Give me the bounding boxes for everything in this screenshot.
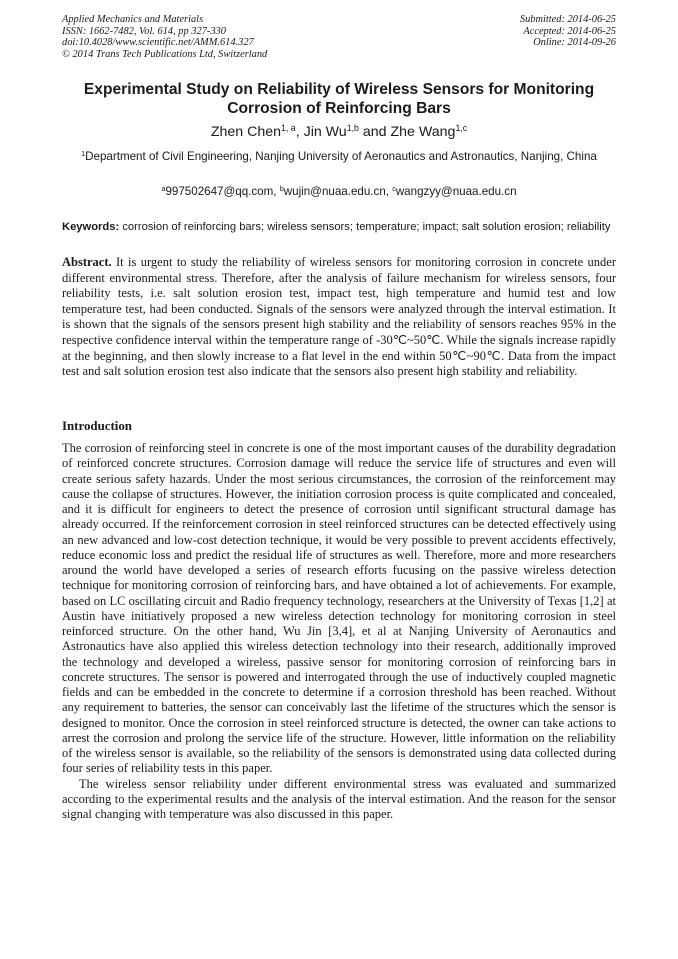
author (211, 124, 304, 140)
header-right (520, 14, 616, 49)
affiliation (62, 149, 616, 164)
author-name: Jin Wu (303, 124, 347, 140)
journal-doi: doi:10.4028/www.scientific.net/AMM.614.327 (62, 37, 254, 49)
header-left (62, 14, 267, 60)
introduction-body (62, 441, 616, 822)
keywords-text: corrosion of reinforcing bars; wireless sensors; temperature; impact; salt solution erosion; reliability (122, 221, 611, 233)
email-sup: c (392, 184, 396, 194)
author-separator: , (295, 124, 304, 140)
affiliation-sup: 1 (81, 149, 86, 159)
email-separator: , (385, 185, 393, 198)
author-name: Zhe Wang (390, 124, 456, 140)
email-address[interactable]: wangzyy@nuaa.edu.cn (395, 185, 517, 198)
keywords-block (62, 220, 616, 235)
author-name: Zhen Chen (210, 124, 282, 140)
online-date: Online: 2014-09-26 (533, 37, 616, 49)
author-sup: 1,b (346, 123, 359, 134)
author-list (62, 124, 616, 141)
journal-name: Applied Mechanics and Materials (62, 14, 204, 25)
author (304, 124, 391, 140)
section-heading-introduction: Introduction (62, 419, 132, 433)
journal-copyright: © 2014 Trans Tech Publications Ltd, Switzerland (62, 48, 268, 60)
author-separator: and (358, 124, 391, 140)
body-paragraph: The corrosion of reinforcing steel in concrete is one of the most important causes of the durability degradation of reinforced concrete structures. Corrosion damage will reduce the service life of structures and even will create serious safety hazards. Under the most serious circumstances, the corrosion of the reinforcement may cause the collapse of structures. However, the initiation corrosion process is quite complicated and concealed, and it is difficult for engineers to detect the presence of corrosion until significant structural damage has already occurred. If the reinforcement corrosion in steel reinforced structures can be detected effectively using an new advanced and low-cost detection technique, it would be very possible to prevent accidents effectively, reduce economic loss and predict the residual life of structures as well. Therefore, more and more researchers around the world have developed a series of research efforts fucusing on the passive wireless detection technique for monitoring corrosion of reinforcing bars, and have obtained a lot of achievements. For example, based on LC oscillating circuit and Radio frequency technology, researchers at the University of Texas [1,2] at Austin have initiatively proposed a new wireless detection technology for monitoring corrosion in steel reinforced structure. On the other hand, Wu Jin [3,4], et al at Nanjing University of Aeronautics and Astronautics have also applied this wireless detection technology into their research, additionally improved the technology and developed a wireless, passive sensor for monitoring corrosion of reinforcing bars in concrete structures. The sensor is powered and interrogated through the use of inductively coupled magnetic fields and can be embedded in the concrete to determine if a corrosion threshold has been reached. Without any requirement to batteries, the sensor can conceivably last the lifetime of the structures which the sensor is designed to monitor. Once the corrosion in steel reinforced structure is detected, the owner can take actions to arrest the corrosion and prolong the service life of the structure. However, little information on the reliability of the wireless sensor is available, so the reliability of the sensors is demonstrated using data collected during four series of reliability tests in this paper. (62, 441, 616, 776)
paper-title: Experimental Study on Reliability of Wireless Sensors for Monitoring Corrosion of Reinforcing Bars (83, 81, 595, 117)
author-sup: 1,c (455, 123, 468, 134)
email-sup: b (279, 184, 284, 194)
accepted-date: Accepted: 2014-06-25 (523, 25, 616, 37)
submitted-date: Submitted: 2014-06-25 (519, 14, 616, 25)
author-sup: 1, a (281, 123, 296, 134)
abstract-block (62, 255, 616, 380)
abstract-label: Abstract. (62, 255, 112, 269)
journal-issn: ISSN: 1662-7482, Vol. 614, pp 327-330 (62, 25, 226, 37)
email-address[interactable]: wujin@nuaa.edu.cn (283, 185, 386, 198)
email-sup: a (161, 184, 166, 194)
email-address[interactable]: 997502647@qq.com (165, 185, 274, 198)
abstract-text: It is urgent to study the reliability of wireless sensors for monitoring corrosion in concrete under different environmental stress. Therefore, after the analysis of failure mechanism for wireless sensors, four reliability tests, i.e. salt solution erosion test, impact test, high temperature and humid test and low temperature test, had been conducted. Signals of the sensors were analyzed through the interval estimation. It is shown that the signals of the sensors present high stability and the reliability of sensors reaches 95% in the respective confidence interval within the temperature range of -30℃~50℃. While the signals increase rapidly at the beginning, and then slowly increase to a flat level in the end within 50℃~90℃. Data from the impact test and salt solution erosion test also indicate that the sensors also present high stability and reliability. (62, 255, 616, 379)
email-separator: , (273, 185, 280, 198)
email-list (62, 184, 616, 199)
keywords-label: Keywords: (62, 221, 120, 233)
author (391, 124, 468, 140)
affiliation-text: Department of Civil Engineering, Nanjing University of Aeronautics and Astronautics, Nanjing, China (85, 150, 597, 163)
body-paragraph: The wireless sensor reliability under different environmental stress was evaluated and summarized according to the experimental results and the analysis of the interval estimation. And the reason for the sensor signal changing with temperature was also discussed in this paper. (62, 776, 616, 821)
